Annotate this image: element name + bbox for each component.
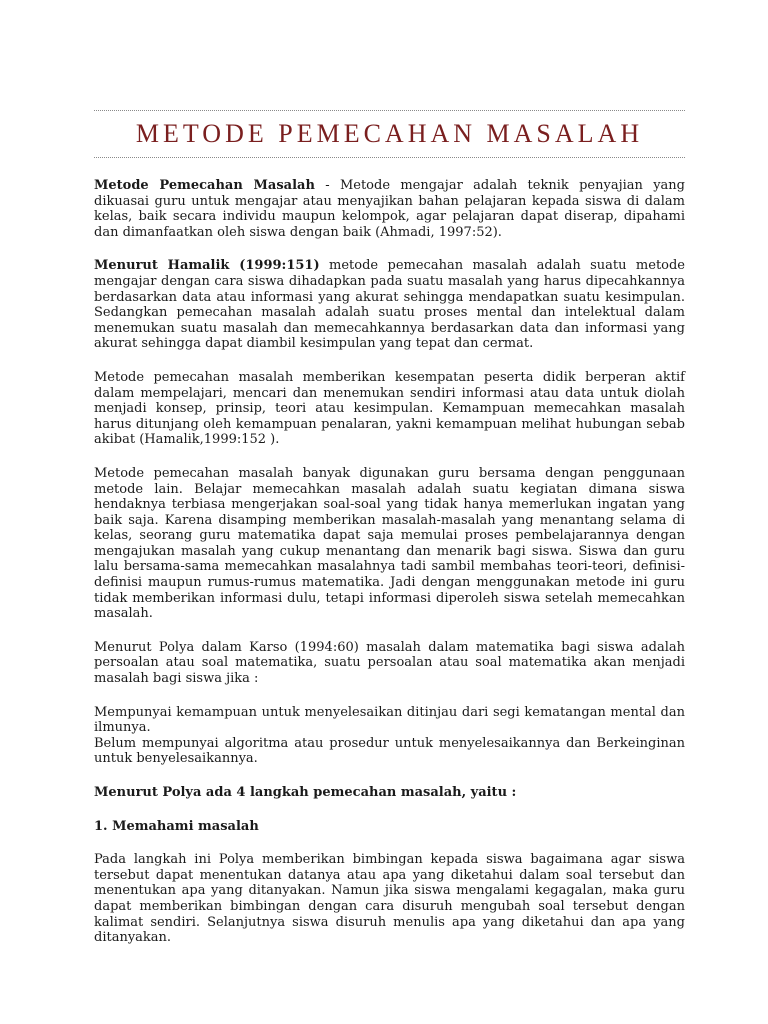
paragraph-6a: Mempunyai kemampuan untuk menyelesaikan ditinjau dari segi kematangan mental dan ilmunya. bbox=[94, 704, 685, 736]
paragraph-2-lead: Menurut Hamalik (1999:151) bbox=[94, 258, 320, 274]
paragraph-1-lead: Metode Pemecahan Masalah bbox=[94, 178, 315, 193]
paragraph-2-text: metode pemecahan masalah adalah suatu metode mengajar dengan cara siswa dihadapkan pada suatu masalah yang harus dipecahkannya berdasarkan data atau informasi yang akurat sehingga mendapatkan suatu kesimpulan. Sedangkan pemecahan masalah adalah suatu proses mental dan intelektual dalam menemukan suatu masalah dan memecahkannya berdasarkan data dan informasi yang akurat sehingga dapat diambil kesimpulan yang tepat dan cermat. bbox=[94, 258, 686, 352]
document-page bbox=[94, 110, 685, 964]
paragraph-3: Metode pemecahan masalah memberikan kesempatan peserta didik berperan aktif dalam mempelajari, mencari dan menemukan sendiri informasi atau data untuk diolah menjadi konsep, prinsip, teori atau kesimpulan. Kemampuan memecahkan masalah harus ditunjang oleh kemampuan penalaran, yakni kemampuan melihat hubungan sebab akibat (Hamalik,1999:152 ). bbox=[94, 369, 685, 448]
page-title: METODE PEMECAHAN MASALAH bbox=[135, 119, 644, 148]
paragraph-2 bbox=[94, 258, 685, 352]
paragraph-6b: Belum mempunyai algoritma atau prosedur untuk menyelesaikannya dan Berkeinginan untuk benyelesaikannya. bbox=[94, 735, 685, 767]
paragraph-1-text: - Metode mengajar adalah teknik penyajian yang dikuasai guru untuk mengajar atau menyajikan bahan pelajaran kepada siswa di dalam kelas, baik secara individu maupun kelompok, agar pelajaran dapat diserap, dipahami dan dimanfaatkan oleh siswa dengan baik (Ahmadi, 1997:52). bbox=[94, 178, 685, 240]
section-heading-steps: Menurut Polya ada 4 langkah pemecahan masalah, yaitu : bbox=[94, 785, 517, 800]
paragraph-5: Menurut Polya dalam Karso (1994:60) masalah dalam matematika bagi siswa adalah persoalan atau soal matematika, suatu persoalan atau soal matematika akan menjadi masalah bagi siswa jika : bbox=[94, 639, 685, 687]
paragraph-1 bbox=[94, 178, 685, 240]
title-block bbox=[94, 110, 685, 158]
section-heading-step-1: 1. Memahami masalah bbox=[94, 818, 259, 834]
paragraph-7: Pada langkah ini Polya memberikan bimbingan kepada siswa bagaimana agar siswa tersebut dapat menentukan datanya atau apa yang diketahui dalam soal tersebut dan menentukan apa yang ditanyakan. Namun jika siswa mengalami kegagalan, maka guru dapat memberikan bimbingan dengan cara disuruh mengubah soal tersebut dengan kalimat sendiri. Selanjutnya siswa disuruh menulis apa yang diketahui dan apa yang ditanyakan. bbox=[94, 852, 685, 946]
paragraph-4: Metode pemecahan masalah banyak digunakan guru bersama dengan penggunaan metode lain. Belajar memecahkan masalah adalah suatu kegiatan dimana siswa hendaknya terbiasa mengerjakan soal-soal yang tidak hanya memerlukan ingatan yang baik saja. Karena disamping memberikan masalah-masalah yang menantang selama di kelas, seorang guru matematika dapat saja memulai proses pembelajarannya dengan mengajukan masalah yang cukup menantang dan menarik bagi siswa. Siswa dan guru lalu bersama-sama memecahkan masalahnya tadi sambil membahas teori-teori, definisi-definisi maupun rumus-rumus matematika. Jadi dengan menggunakan metode ini guru tidak memberikan informasi dulu, tetapi informasi diperoleh siswa setelah memecahkan masalah. bbox=[94, 465, 685, 622]
